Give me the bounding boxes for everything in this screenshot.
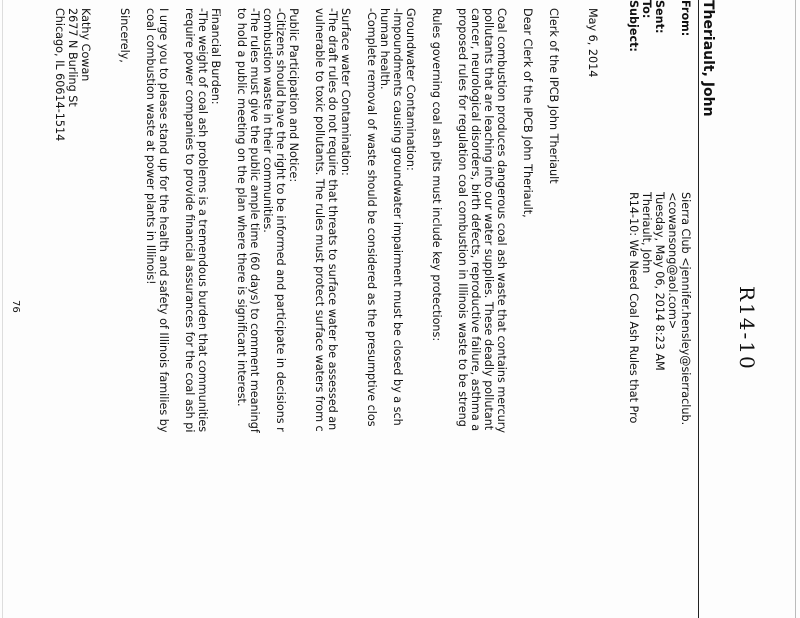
intro-line: Coal combustion produces dangerous coal ash waste that contains mercury [495,8,508,433]
subject-label: Subject: [627,0,640,52]
participation-line: combustion waste in their communities. [261,8,274,233]
header-name: Theriault, John [700,0,716,117]
financial-heading: Financial Burden: [209,8,222,105]
letter-salutation: Dear Clerk of the IPCB John Theriault, [521,8,534,218]
signoff: Sincerely, [118,8,131,63]
intro-line: pollutants that are leaching into our water supplies. These deadly pollutant [482,8,495,431]
participation-heading: Public Participation and Notice: [287,8,300,183]
financial-line: -The weight of coal ash problems is a tremendous burden that communities [196,8,209,433]
groundwater-heading: Groundwater Contamination: [404,8,417,171]
groundwater-line: human health. [378,8,391,90]
letter-recipient: Clerk of the IPCB John Theriault [547,8,560,184]
surface-line: vulnerable to toxic pollutants. The rules must protect surface waters from c [313,8,326,432]
page-number: 76 [10,300,21,313]
rules-intro: Rules governing coal ash pits must include key protections: [430,8,443,342]
financial-line: require power companies to provide financial assurances for the coal ash pi [183,8,196,433]
intro-line: proposed rules for regulation coal combustion in Illinois waste to be streng [456,8,469,427]
from-value-email: <cowansong@aol.com> [666,192,679,330]
sent-label: Sent: [653,0,666,34]
signature-street: 2677 N Burling St [66,8,79,107]
intro-line: cancer, neurological disorders, birth defects, reproductive failure, asthma a [469,8,482,432]
scan-edge-line [2,0,3,618]
closing-request-line: I urge you to please stand up for the health and safety of Illinois families by [157,8,170,433]
header-divider [698,0,699,618]
groundwater-line: -Complete removal of waste should be considered as the presumptive clos [365,8,378,427]
scan-edge-line [795,0,796,618]
signature-city: Chicago, IL 60614-1514 [53,8,66,142]
participation-line: -The rules must give the public ample time (60 days) to comment meaningf [248,8,261,433]
surface-line: -The draft rules do not require that threats to surface water be assessed an [326,8,339,431]
surface-heading: Surface water Contamination: [339,8,352,176]
signature-name: Kathy Cowan [79,8,92,82]
from-value: Sierra Club <jennifer.hensley@sierraclub. [679,192,692,426]
subject-value: R14-10: We Need Coal Ash Rules that Pro [627,192,640,424]
to-value: Theriault, John [640,192,653,274]
closing-request-line: coal combustion waste at power plants in Illinois! [144,8,157,285]
participation-line: to hold a public meeting on the plan where there is significant interest. [235,8,248,407]
sent-value: Tuesday, May 06, 2014 8:23 AM [653,192,666,371]
participation-line: -Citizens should have the right to be informed and participate in decisions r [274,8,287,432]
from-label: From: [679,0,692,37]
letter-date: May 6, 2014 [586,8,599,78]
docket-number: R14-10 [735,286,759,371]
to-label: To: [640,0,653,19]
groundwater-line: -Impoundments causing groundwater impairment must be closed by a sch [391,8,404,426]
